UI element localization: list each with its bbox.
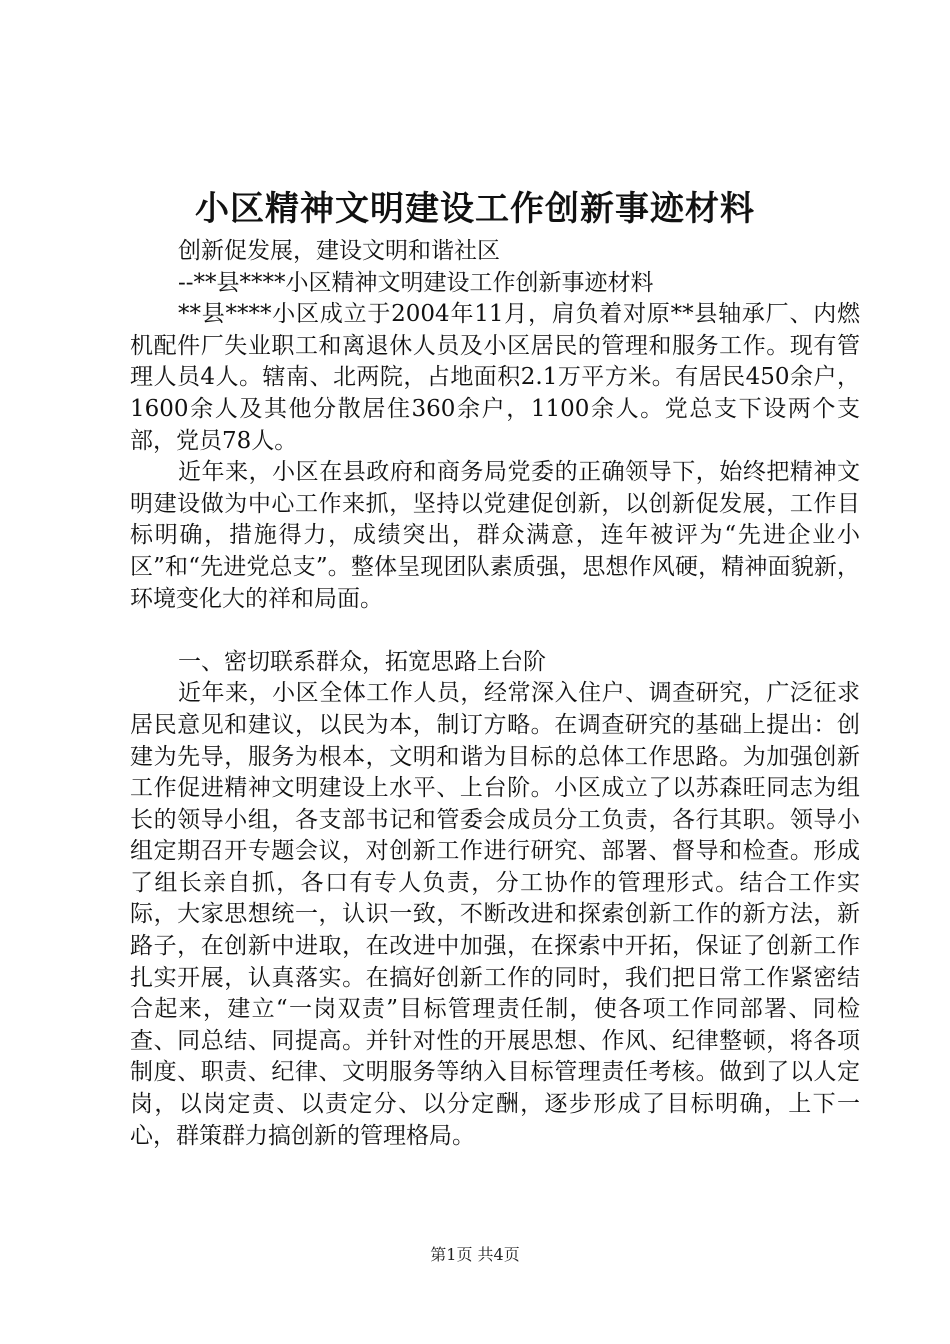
- document-body: [130, 236, 860, 1152]
- subtitle-line: 创新促发展，建设文明和谐社区: [178, 238, 500, 264]
- subtitle-source-line: --**县****小区精神文明建设工作创新事迹材料: [178, 269, 654, 296]
- paragraph-section-1: 近年来，小区全体工作人员，经常深入住户、调查研究，广泛征求居民意见和建议，以民为本，制订方略。在调查研究的基础上提出：创建为先导，服务为根本，文明和谐为目标的总体工作思路。为加强创新工作促进精神文明建设上水平、上台阶。小区成立了以苏森旺同志为组长的领导小组，各支部书记和管委会成员分工负责，各行其职。领导小组定期召开专题会议，对创新工作进行研究、部署、督导和检查。形成了组长亲自抓，各口有专人负责，分工协作的管理形式。结合工作实际，大家思想统一，认识一致，不断改进和探索创新工作的新方法，新路子，在创新中进取，在改进中加强，在探索中开拓，保证了创新工作扎实开展，认真落实。在搞好创新工作的同时，我们把日常工作紧密结合起来，建立“一岗双责”目标管理责任制，使各项工作同部署、同检查、同总结、同提高。并针对性的开展思想、作风、纪律整顿，将各项制度、职责、纪律、文明服务等纳入目标管理责任考核。做到了以人定岗，以岗定责、以责定分、以分定酬，逐步形成了目标明确，上下一心，群策群力搞创新的管理格局。: [130, 680, 860, 1149]
- document-title: 小区精神文明建设工作创新事迹材料: [195, 189, 755, 229]
- paragraph-intro: **县****小区成立于2004年11月，肩负着对原**县轴承厂、内燃机配件厂失业职工和离退休人员及小区居民的管理和服务工作。现有管理人员4人。辖南、北两院，占地面积2.1万平方米。有居民450余户，1600余人及其他分散居住360余户，1100余人。党总支下设两个支部，党员78人。: [130, 301, 860, 454]
- page-footer: 第1页 共4页: [430, 1245, 520, 1264]
- paragraph-achievements: 近年来，小区在县政府和商务局党委的正确领导下，始终把精神文明建设做为中心工作来抓，坚持以党建促创新，以创新促发展，工作目标明确，措施得力，成绩突出，群众满意，连年被评为“先进企业小区”和“先进党总支”。整体呈现团队素质强，思想作风硬，精神面貌新，环境变化大的祥和局面。: [130, 459, 860, 612]
- paragraph-spacer: [130, 615, 860, 647]
- section-heading: 一、密切联系群众，拓宽思路上台阶: [178, 648, 546, 675]
